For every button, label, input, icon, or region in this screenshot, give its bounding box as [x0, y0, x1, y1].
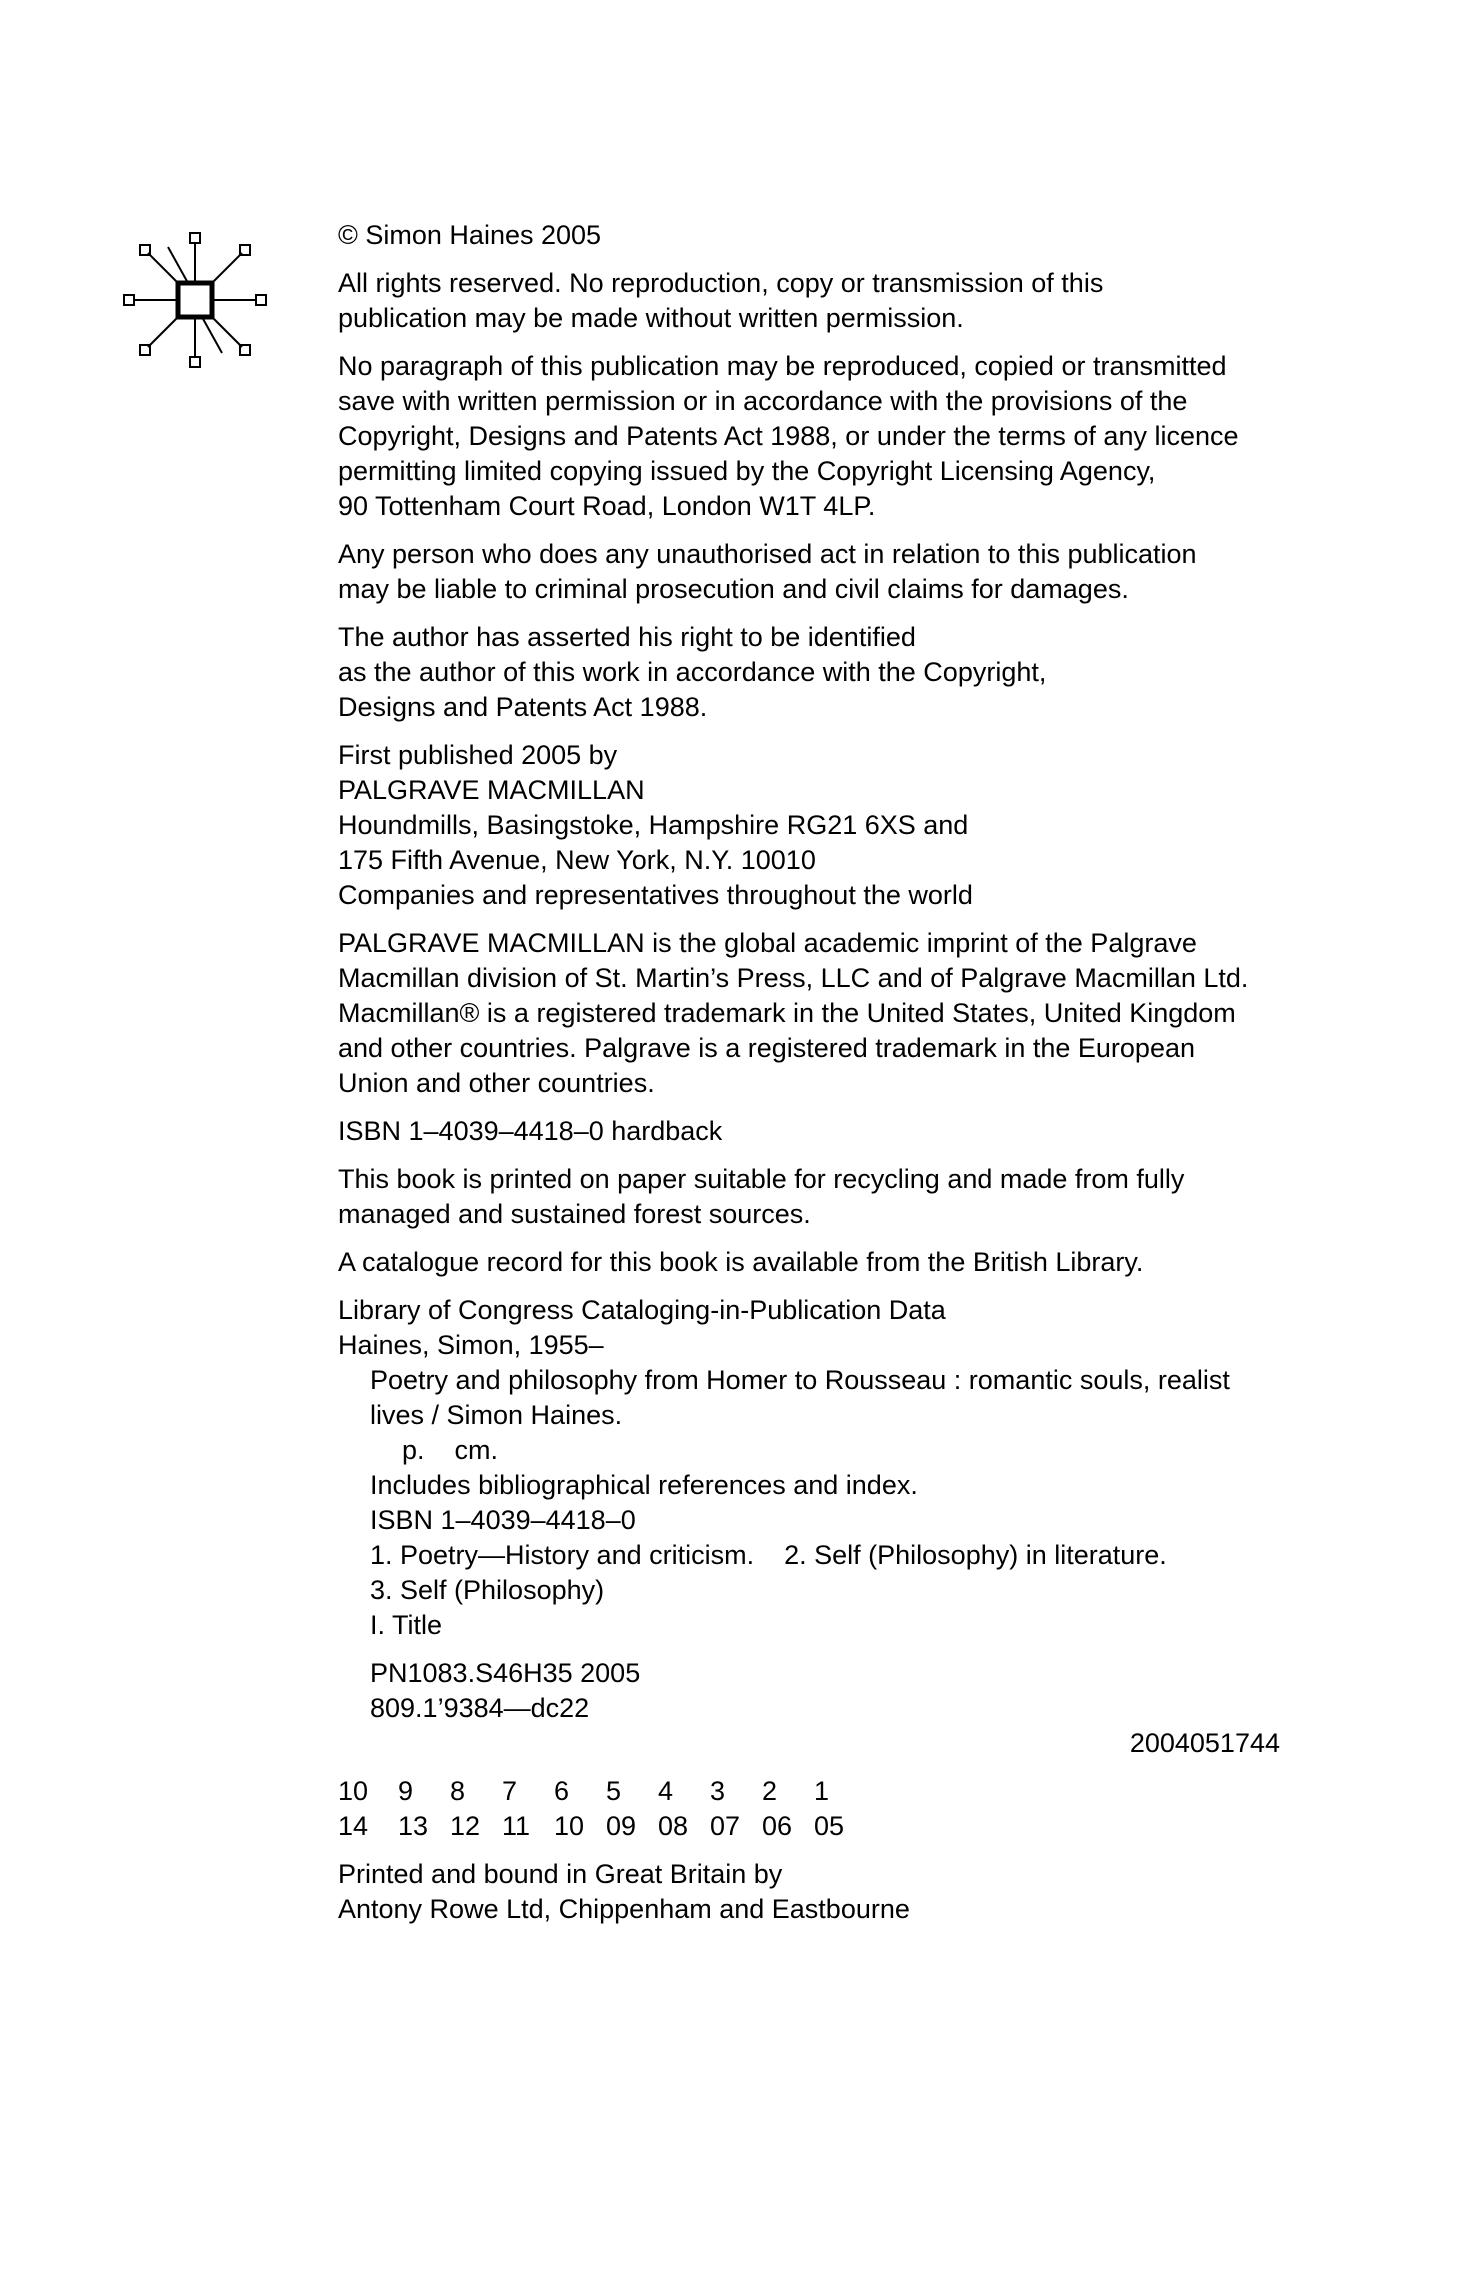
imprint-line: Macmillan® is a registered trademark in the United States, United Kingdom	[338, 998, 1236, 1028]
print-number: 9	[398, 1776, 414, 1806]
catalogue-line: A catalogue record for this book is available from the British Library.	[338, 1247, 1144, 1277]
print-number-row	[338, 1774, 1298, 1809]
copyright-page	[338, 218, 1298, 1940]
notice-line: save with written permission or in accordance with the provisions of the	[338, 386, 1188, 416]
author-rights-line: as the author of this work in accordance with the Copyright,	[338, 657, 1047, 687]
print-year: 14	[338, 1811, 369, 1841]
rights-reserved	[338, 266, 1298, 336]
cip-pagination: p. cm.	[402, 1435, 499, 1465]
printer-line: Printed and bound in Great Britain by	[338, 1859, 783, 1889]
copyright-notice	[338, 218, 1298, 253]
publisher-line: Companies and representatives throughout the world	[338, 880, 973, 910]
printer-info	[338, 1857, 1298, 1927]
cip-isbn: ISBN 1–4039–4418–0	[370, 1505, 636, 1535]
publisher-line: First published 2005 by	[338, 740, 618, 770]
publisher-logo-icon	[120, 225, 270, 375]
imprint-line: and other countries. Palgrave is a registered trademark in the European	[338, 1033, 1195, 1063]
rights-line: publication may be made without written permission.	[338, 303, 964, 333]
imprint-info	[338, 926, 1298, 1101]
rights-line: All rights reserved. No reproduction, copy or transmission of this	[338, 268, 1104, 298]
notice-line: 90 Tottenham Court Road, London W1T 4LP.	[338, 491, 876, 521]
notice-line: permitting limited copying issued by the Copyright Licensing Agency,	[338, 456, 1156, 486]
print-number: 5	[606, 1776, 622, 1806]
print-year: 05	[814, 1811, 845, 1841]
printing-line	[338, 1774, 1298, 1844]
cip-notes: Includes bibliographical references and index.	[370, 1470, 918, 1500]
print-year: 13	[398, 1811, 429, 1841]
author-rights-line: Designs and Patents Act 1988.	[338, 692, 708, 722]
print-year: 07	[710, 1811, 741, 1841]
paper-line: managed and sustained forest sources.	[338, 1199, 811, 1229]
print-year: 12	[450, 1811, 481, 1841]
copyright-line: © Simon Haines 2005	[338, 220, 602, 250]
cip-title: Poetry and philosophy from Homer to Rousseau : romantic souls, realist	[370, 1365, 1230, 1395]
isbn-info	[338, 1114, 1298, 1149]
cip-call-number: PN1083.S46H35 2005	[370, 1658, 641, 1688]
print-number: 2	[762, 1776, 778, 1806]
print-number: 7	[502, 1776, 518, 1806]
paragraph-notice	[338, 349, 1298, 524]
cip-heading: Library of Congress Cataloging-in-Publication Data	[338, 1295, 946, 1325]
print-year: 08	[658, 1811, 689, 1841]
isbn-line: ISBN 1–4039–4418–0 hardback	[338, 1116, 723, 1146]
print-number: 4	[658, 1776, 674, 1806]
print-number: 8	[450, 1776, 466, 1806]
imprint-line: PALGRAVE MACMILLAN is the global academic imprint of the Palgrave	[338, 928, 1197, 958]
liability-notice	[338, 537, 1298, 607]
print-year: 09	[606, 1811, 637, 1841]
imprint-line: Union and other countries.	[338, 1068, 655, 1098]
notice-line: Copyright, Designs and Patents Act 1988, or under the terms of any licence	[338, 421, 1239, 451]
publisher-line: 175 Fifth Avenue, New York, N.Y. 10010	[338, 845, 816, 875]
printer-line: Antony Rowe Ltd, Chippenham and Eastbourne	[338, 1894, 910, 1924]
paper-info	[338, 1162, 1298, 1232]
print-number: 3	[710, 1776, 726, 1806]
liability-line: may be liable to criminal prosecution and civil claims for damages.	[338, 574, 1129, 604]
print-year: 06	[762, 1811, 793, 1841]
notice-line: No paragraph of this publication may be reproduced, copied or transmitted	[338, 351, 1227, 381]
publisher-info	[338, 738, 1298, 913]
publisher-line: Houndmills, Basingstoke, Hampshire RG21 6XS and	[338, 810, 969, 840]
print-year-row	[338, 1809, 1298, 1844]
cip-lccn: 2004051744	[1129, 1728, 1280, 1758]
liability-line: Any person who does any unauthorised act in relation to this publication	[338, 539, 1197, 569]
publisher-line: PALGRAVE MACMILLAN	[338, 775, 645, 805]
print-year: 10	[554, 1811, 585, 1841]
author-rights	[338, 620, 1298, 725]
print-year: 11	[502, 1811, 531, 1841]
cip-dewey: 809.1’9384—dc22	[370, 1693, 590, 1723]
paper-line: This book is printed on paper suitable for recycling and made from fully	[338, 1164, 1185, 1194]
cip-subjects: I. Title	[370, 1610, 443, 1640]
print-number: 10	[338, 1776, 369, 1806]
cip-subjects: 3. Self (Philosophy)	[370, 1575, 605, 1605]
cip-data	[338, 1293, 1298, 1761]
cip-author: Haines, Simon, 1955–	[338, 1330, 604, 1360]
imprint-line: Macmillan division of St. Martin’s Press, LLC and of Palgrave Macmillan Ltd.	[338, 963, 1249, 993]
author-rights-line: The author has asserted his right to be identified	[338, 622, 916, 652]
cip-subjects: 1. Poetry—History and criticism. 2. Self (Philosophy) in literature.	[370, 1540, 1167, 1570]
catalogue-info	[338, 1245, 1298, 1280]
print-number: 6	[554, 1776, 570, 1806]
cip-title: lives / Simon Haines.	[370, 1400, 623, 1430]
print-number: 1	[814, 1776, 830, 1806]
